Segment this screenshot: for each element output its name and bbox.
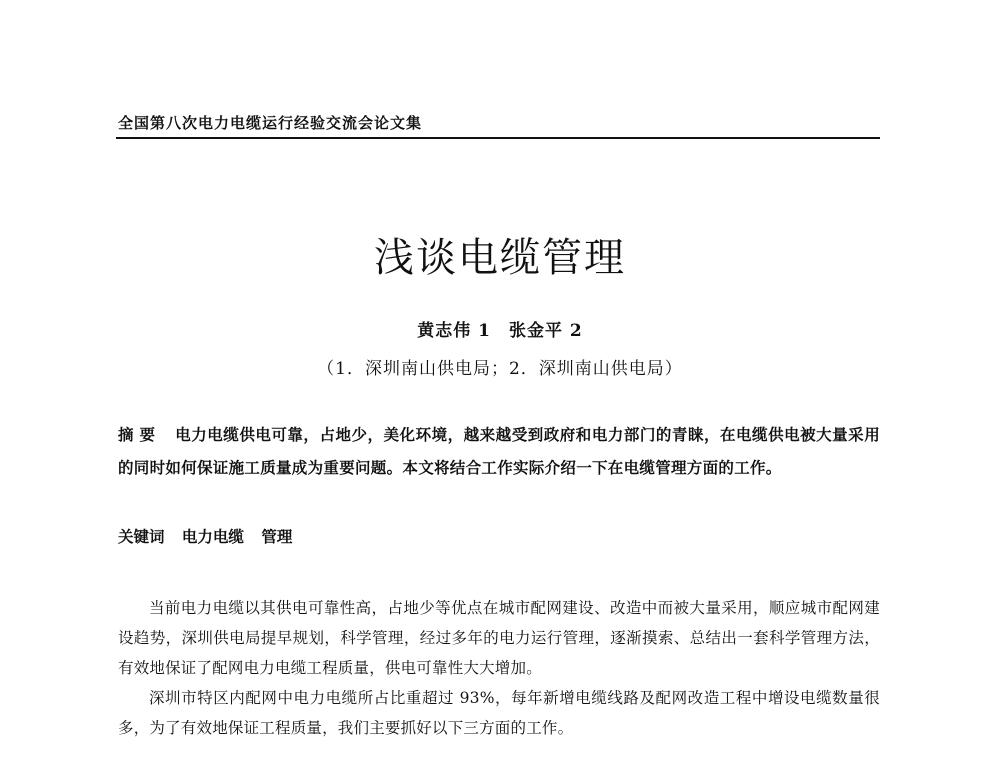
keyword-item: 管理 bbox=[261, 527, 293, 546]
header-rule bbox=[116, 137, 880, 139]
keywords bbox=[118, 522, 880, 552]
keywords-label: 关键词 bbox=[118, 527, 165, 546]
affiliation: （1．深圳南山供电局；2．深圳南山供电局） bbox=[317, 359, 683, 379]
body-paragraph: 当前电力电缆以其供电可靠性高，占地少等优点在城市配网建设、改造中而被大量采用，顺应城市配网建设趋势，深圳供电局提早规划，科学管理，经过多年的电力运行管理，逐渐摸索、总结出一套科学管理方法，有效地保证了配网电力电缆工程质量，供电可靠性大大增加。 bbox=[118, 599, 880, 677]
body-paragraph: 深圳市特区内配网中电力电缆所占比重超过 93%，每年新增电缆线路及配网改造工程中增设电缆数量很多，为了有效地保证工程质量，我们主要抓好以下三方面的工作。 bbox=[118, 689, 880, 737]
keyword-item: 电力电缆 bbox=[181, 527, 244, 546]
abstract bbox=[118, 418, 880, 484]
abstract-text: 电力电缆供电可靠，占地少，美化环境，越来越受到政府和电力部门的青睐，在电缆供电被大量采用的同时如何保证施工质量成为重要问题。本文将结合工作实际介绍一下在电缆管理方面的工作。 bbox=[118, 425, 880, 477]
abstract-label: 摘要 bbox=[118, 425, 162, 444]
authors: 黄志伟 1 张金平 2 bbox=[417, 321, 583, 341]
running-header: 全国第八次电力电缆运行经验交流会论文集 bbox=[118, 114, 423, 132]
paper-title: 浅谈电缆管理 bbox=[374, 235, 626, 281]
body-text bbox=[118, 593, 880, 743]
